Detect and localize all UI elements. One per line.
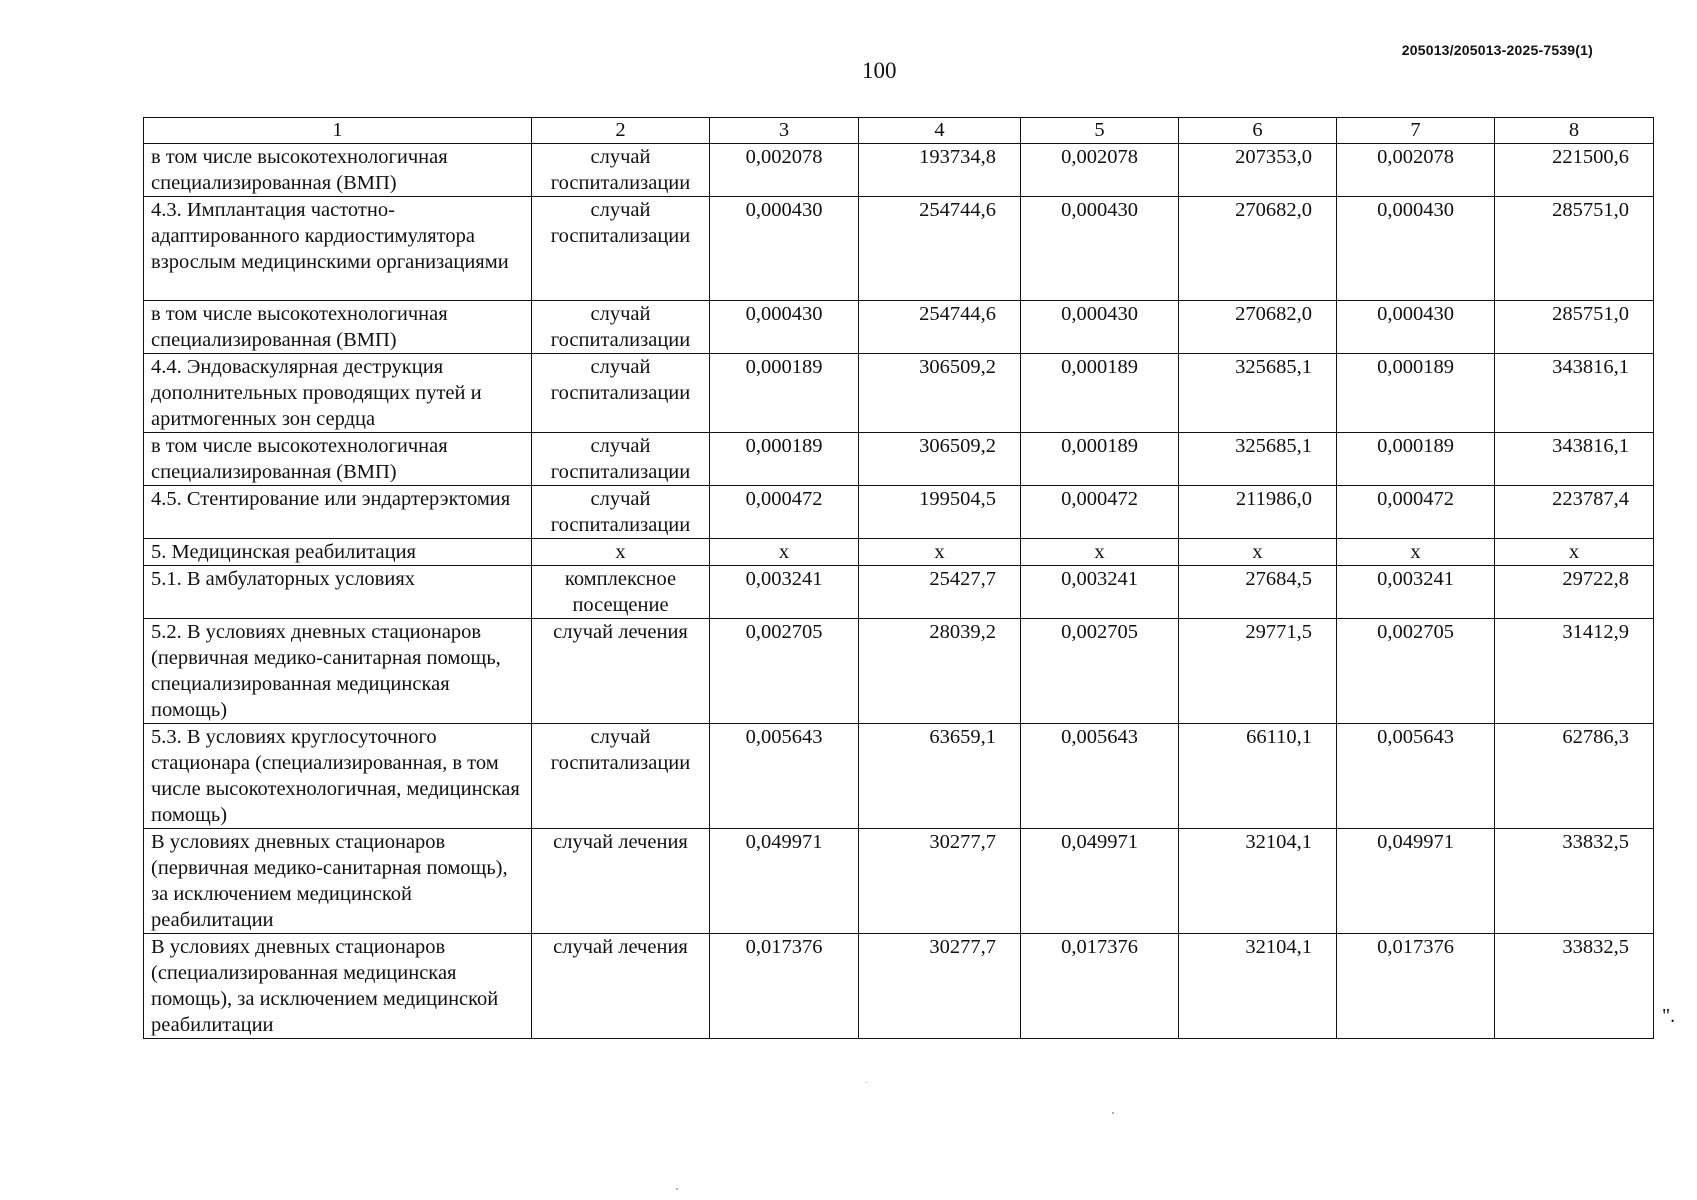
row-value-col8: 343816,1 xyxy=(1495,354,1654,433)
row-value-col4: 254744,6 xyxy=(859,301,1021,354)
row-value-col4: 25427,7 xyxy=(859,566,1021,619)
row-value-col8: 62786,3 xyxy=(1495,724,1654,829)
column-header-4: 4 xyxy=(859,118,1021,144)
row-value-col6: 325685,1 xyxy=(1179,354,1337,433)
row-unit-cell: случай госпитализации xyxy=(532,144,710,197)
row-value-col4: 63659,1 xyxy=(859,724,1021,829)
row-value-col3: 0,000472 xyxy=(710,486,859,539)
row-value-col4: 254744,6 xyxy=(859,197,1021,301)
row-name-cell: 5. Медицинская реабилитация xyxy=(144,539,532,566)
row-value-col7: 0,000430 xyxy=(1337,197,1495,301)
row-value-col8: 285751,0 xyxy=(1495,197,1654,301)
table-row xyxy=(144,934,1654,1039)
row-unit-cell: случай госпитализации xyxy=(532,301,710,354)
row-unit-cell: случай лечения xyxy=(532,934,710,1039)
row-value-col7: 0,000189 xyxy=(1337,433,1495,486)
row-name-cell: в том числе высокотехнологичная специализированная (ВМП) xyxy=(144,433,532,486)
row-value-col7: 0,000189 xyxy=(1337,354,1495,433)
row-value-col7: х xyxy=(1337,539,1495,566)
row-value-col3: 0,000189 xyxy=(710,433,859,486)
table-row xyxy=(144,539,1654,566)
row-value-col3: 0,049971 xyxy=(710,829,859,934)
column-header-6: 6 xyxy=(1179,118,1337,144)
row-value-col3: 0,003241 xyxy=(710,566,859,619)
row-value-col5: 0,000189 xyxy=(1021,354,1179,433)
column-header-5: 5 xyxy=(1021,118,1179,144)
row-value-col6: 27684,5 xyxy=(1179,566,1337,619)
column-header-7: 7 xyxy=(1337,118,1495,144)
row-value-col8: 33832,5 xyxy=(1495,934,1654,1039)
row-value-col8: 221500,6 xyxy=(1495,144,1654,197)
row-value-col6: 270682,0 xyxy=(1179,197,1337,301)
row-value-col4: 30277,7 xyxy=(859,829,1021,934)
row-value-col3: 0,002078 xyxy=(710,144,859,197)
row-value-col6: х xyxy=(1179,539,1337,566)
row-value-col8: 31412,9 xyxy=(1495,619,1654,724)
row-value-col3: 0,002705 xyxy=(710,619,859,724)
table-row xyxy=(144,433,1654,486)
row-value-col5: 0,017376 xyxy=(1021,934,1179,1039)
row-value-col6: 29771,5 xyxy=(1179,619,1337,724)
column-header-3: 3 xyxy=(710,118,859,144)
table-row xyxy=(144,144,1654,197)
column-header-8: 8 xyxy=(1495,118,1654,144)
row-value-col6: 325685,1 xyxy=(1179,433,1337,486)
table-row xyxy=(144,354,1654,433)
row-value-col5: х xyxy=(1021,539,1179,566)
row-value-col3: 0,000430 xyxy=(710,301,859,354)
row-value-col6: 211986,0 xyxy=(1179,486,1337,539)
row-name-cell: В условиях дневных стационаров (специализированная медицинская помощь), за исключением медицинской реабилитации xyxy=(144,934,532,1039)
row-value-col8: 29722,8 xyxy=(1495,566,1654,619)
row-unit-cell: случай госпитализации xyxy=(532,724,710,829)
table-row xyxy=(144,301,1654,354)
table-row xyxy=(144,619,1654,724)
row-unit-cell: случай лечения xyxy=(532,619,710,724)
tariff-table xyxy=(143,117,1654,1039)
row-unit-cell: х xyxy=(532,539,710,566)
page-number: 100 xyxy=(862,58,897,83)
row-name-cell: 4.5. Стентирование или эндартерэктомия xyxy=(144,486,532,539)
row-value-col5: 0,000189 xyxy=(1021,433,1179,486)
table-row xyxy=(144,566,1654,619)
table-row xyxy=(144,724,1654,829)
row-name-cell: 5.2. В условиях дневных стационаров (первичная медико-санитарная помощь, специализированная медицинская помощь) xyxy=(144,619,532,724)
table-row xyxy=(144,829,1654,934)
row-unit-cell: случай госпитализации xyxy=(532,433,710,486)
row-value-col3: 0,000189 xyxy=(710,354,859,433)
row-value-col8: 285751,0 xyxy=(1495,301,1654,354)
document-id: 205013/205013-2025-7539(1) xyxy=(1401,42,1593,58)
row-unit-cell: случай лечения xyxy=(532,829,710,934)
row-name-cell: в том числе высокотехнологичная специализированная (ВМП) xyxy=(144,144,532,197)
row-value-col3: 0,017376 xyxy=(710,934,859,1039)
row-value-col5: 0,003241 xyxy=(1021,566,1179,619)
row-value-col4: 30277,7 xyxy=(859,934,1021,1039)
column-header-1: 1 xyxy=(144,118,532,144)
scan-speck xyxy=(866,1082,867,1083)
row-value-col6: 270682,0 xyxy=(1179,301,1337,354)
row-value-col5: 0,000472 xyxy=(1021,486,1179,539)
row-value-col8: 223787,4 xyxy=(1495,486,1654,539)
row-unit-cell: случай госпитализации xyxy=(532,197,710,301)
row-value-col4: 193734,8 xyxy=(859,144,1021,197)
row-value-col7: 0,002078 xyxy=(1337,144,1495,197)
row-value-col6: 66110,1 xyxy=(1179,724,1337,829)
row-value-col4: 306509,2 xyxy=(859,354,1021,433)
row-value-col6: 32104,1 xyxy=(1179,829,1337,934)
row-name-cell: в том числе высокотехнологичная специализированная (ВМП) xyxy=(144,301,532,354)
row-value-col3: 0,005643 xyxy=(710,724,859,829)
row-value-col5: 0,000430 xyxy=(1021,301,1179,354)
row-unit-cell: случай госпитализации xyxy=(532,486,710,539)
scan-speck xyxy=(1112,1112,1114,1114)
column-number-row xyxy=(144,118,1654,144)
row-value-col5: 0,002705 xyxy=(1021,619,1179,724)
row-value-col4: 199504,5 xyxy=(859,486,1021,539)
row-value-col7: 0,000472 xyxy=(1337,486,1495,539)
row-value-col6: 32104,1 xyxy=(1179,934,1337,1039)
row-value-col7: 0,005643 xyxy=(1337,724,1495,829)
row-value-col4: 306509,2 xyxy=(859,433,1021,486)
row-name-cell: 5.3. В условиях круглосуточного стационара (специализированная, в том числе высокотехнологичная, медицинская помощь) xyxy=(144,724,532,829)
closing-quote-mark: ". xyxy=(1662,1005,1676,1027)
row-value-col7: 0,002705 xyxy=(1337,619,1495,724)
row-value-col8: 343816,1 xyxy=(1495,433,1654,486)
table-row xyxy=(144,486,1654,539)
row-value-col8: 33832,5 xyxy=(1495,829,1654,934)
row-unit-cell: комплексное посещение xyxy=(532,566,710,619)
scan-speck xyxy=(676,1188,678,1190)
row-value-col5: 0,049971 xyxy=(1021,829,1179,934)
row-value-col8: х xyxy=(1495,539,1654,566)
row-value-col7: 0,003241 xyxy=(1337,566,1495,619)
row-unit-cell: случай госпитализации xyxy=(532,354,710,433)
row-value-col6: 207353,0 xyxy=(1179,144,1337,197)
row-value-col7: 0,049971 xyxy=(1337,829,1495,934)
row-value-col3: х xyxy=(710,539,859,566)
row-value-col7: 0,000430 xyxy=(1337,301,1495,354)
row-value-col3: 0,000430 xyxy=(710,197,859,301)
table-row xyxy=(144,197,1654,301)
row-name-cell: 4.3. Имплантация частотно-адаптированного кардиостимулятора взрослым медицинскими организациями xyxy=(144,197,532,301)
column-header-2: 2 xyxy=(532,118,710,144)
row-value-col4: 28039,2 xyxy=(859,619,1021,724)
row-value-col5: 0,000430 xyxy=(1021,197,1179,301)
row-name-cell: 5.1. В амбулаторных условиях xyxy=(144,566,532,619)
row-name-cell: В условиях дневных стационаров (первичная медико-санитарная помощь), за исключением медицинской реабилитации xyxy=(144,829,532,934)
row-name-cell: 4.4. Эндоваскулярная деструкция дополнительных проводящих путей и аритмогенных зон сердца xyxy=(144,354,532,433)
row-value-col5: 0,002078 xyxy=(1021,144,1179,197)
table-body xyxy=(144,144,1654,1039)
row-value-col7: 0,017376 xyxy=(1337,934,1495,1039)
row-value-col4: х xyxy=(859,539,1021,566)
row-value-col5: 0,005643 xyxy=(1021,724,1179,829)
